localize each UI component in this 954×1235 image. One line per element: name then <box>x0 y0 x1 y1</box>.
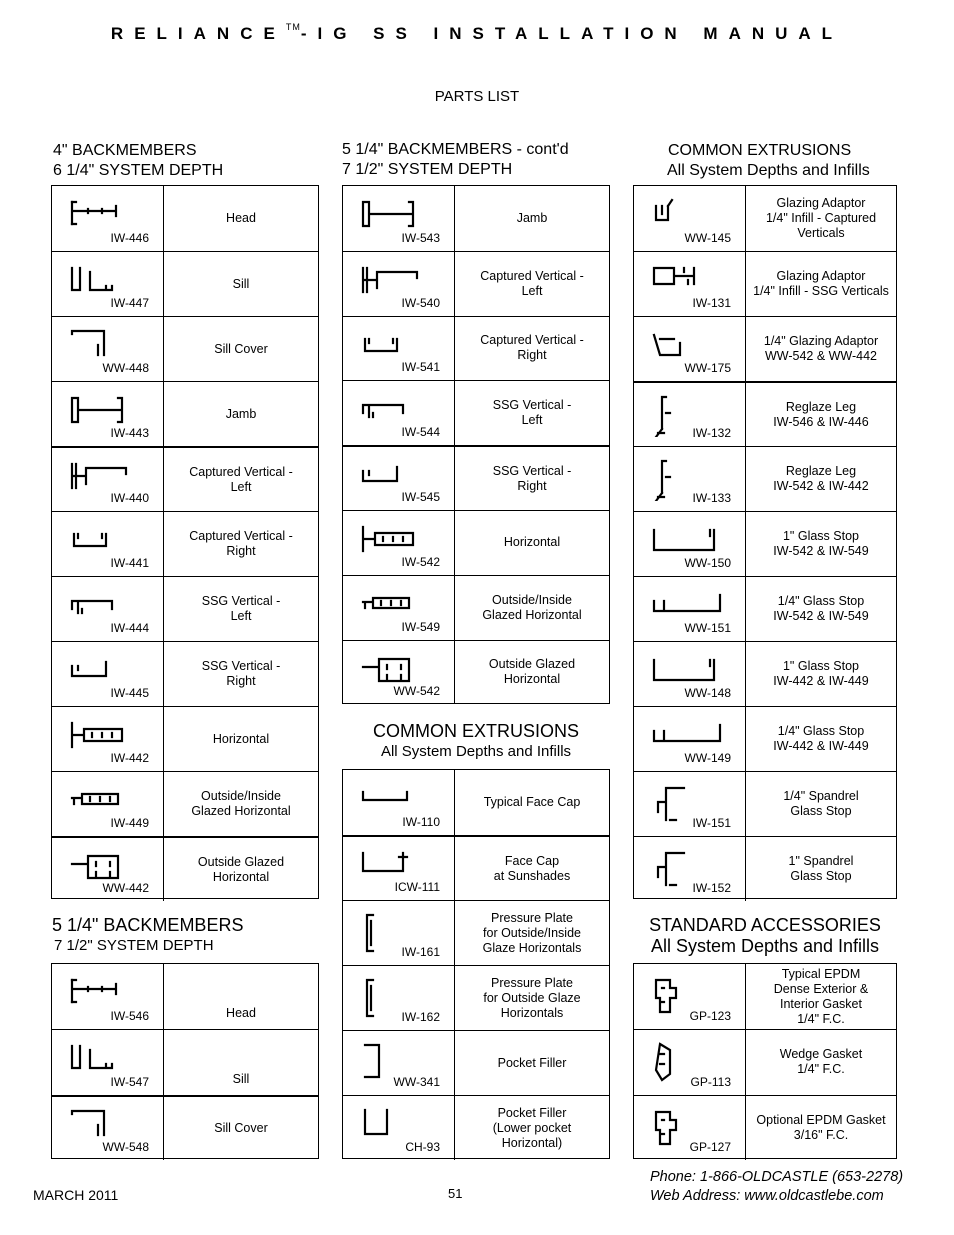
part-row <box>52 576 318 641</box>
part-description: Pocket Filler <box>497 1055 567 1070</box>
part-drawing-cell <box>343 381 455 445</box>
page-number: 51 <box>448 1186 463 1201</box>
parts-table-common-extrusions-2 <box>342 769 610 1159</box>
part-drawing-cell <box>52 707 164 771</box>
manual-title: RELIANCE™-IG SS INSTALLATION MANUAL <box>110 22 844 43</box>
part-description: Face Cap at Sunshades <box>493 853 571 883</box>
part-description: 1/4" Glazing Adaptor WW-542 & WW-442 <box>763 334 879 363</box>
part-row <box>634 706 896 771</box>
part-drawing-cell <box>343 641 455 705</box>
part-row <box>52 1029 318 1094</box>
part-description: Captured Vertical - Left <box>480 268 584 298</box>
part-row <box>634 771 896 836</box>
part-description: Outside/Inside Glazed Horizontal <box>191 789 291 818</box>
parts-table-5in-backmembers-head-sill <box>51 963 319 1159</box>
part-row <box>52 706 318 771</box>
part-description: Horizontal <box>212 731 270 746</box>
part-number: IW-446 <box>110 231 149 245</box>
part-row <box>343 316 609 381</box>
part-number: IW-440 <box>110 491 149 505</box>
part-description: Head <box>226 211 256 225</box>
part-number: GP-123 <box>689 1009 731 1024</box>
part-row <box>52 1095 318 1160</box>
section-heading-common-extrusions: COMMON EXTRUSIONS All System Depths and Infills <box>667 142 870 179</box>
part-drawing-cell <box>52 186 164 251</box>
part-row <box>343 1095 609 1160</box>
part-number: IW-545 <box>401 489 440 504</box>
part-number: IW-541 <box>401 360 440 375</box>
part-row <box>634 446 896 511</box>
part-number: WW-341 <box>393 1075 440 1089</box>
part-row <box>634 1095 896 1160</box>
part-description: 1/4" Spandrel Glass Stop <box>783 789 859 818</box>
part-description: Outside Glazed Horizontal <box>197 854 285 884</box>
part-description: Sill <box>232 1071 250 1086</box>
part-drawing-cell <box>52 317 164 381</box>
part-number: GP-113 <box>690 1074 731 1089</box>
part-description: Sill Cover <box>214 1120 268 1135</box>
part-drawing-cell <box>52 448 164 511</box>
part-drawing-cell <box>52 512 164 576</box>
part-description: 1" Glass Stop IW-442 & IW-449 <box>773 659 869 688</box>
part-number: IW-443 <box>110 426 149 440</box>
part-number: IW-447 <box>110 296 149 310</box>
part-drawing-cell <box>634 837 746 901</box>
part-drawing-cell <box>634 1096 746 1160</box>
part-drawing-cell <box>634 772 746 836</box>
part-row <box>52 771 318 836</box>
part-description: Head <box>226 1006 256 1021</box>
part-row <box>52 446 318 511</box>
part-number: WW-145 <box>684 231 731 245</box>
part-number: IW-132 <box>692 426 731 440</box>
part-drawing-cell <box>634 512 746 576</box>
part-number: WW-542 <box>393 684 440 699</box>
part-number: IW-151 <box>692 816 731 830</box>
part-row <box>343 251 609 316</box>
part-number: IW-442 <box>110 751 149 765</box>
part-number: IW-441 <box>110 556 149 570</box>
part-description: Outside/Inside Glazed Horizontal <box>482 592 582 622</box>
part-description: Horizontal <box>503 535 561 550</box>
part-description: Captured Vertical - Right <box>480 333 584 363</box>
part-drawing-cell <box>634 186 746 251</box>
part-row <box>343 900 609 965</box>
part-drawing-cell <box>52 252 164 316</box>
part-drawing-cell <box>343 317 455 381</box>
part-drawing-cell <box>343 1096 455 1160</box>
part-number: IW-445 <box>110 686 149 700</box>
parts-table-4in-backmembers <box>51 185 319 899</box>
part-drawing-cell <box>52 642 164 706</box>
part-number: WW-175 <box>684 361 731 375</box>
part-row <box>634 836 896 901</box>
part-drawing-cell <box>634 383 746 446</box>
part-description: Captured Vertical - Right <box>189 529 293 558</box>
part-row <box>634 641 896 706</box>
part-drawing-cell <box>343 1031 455 1095</box>
part-drawing-cell <box>52 1030 164 1094</box>
part-description: SSG Vertical - Left <box>201 594 281 623</box>
part-drawing-cell <box>634 642 746 706</box>
part-row <box>52 186 318 251</box>
part-number: WW-150 <box>684 556 731 570</box>
footer-date: MARCH 2011 <box>33 1187 119 1203</box>
part-row <box>52 381 318 446</box>
part-number: WW-448 <box>102 361 149 375</box>
part-description: Sill <box>232 276 250 291</box>
part-drawing-cell <box>343 901 455 965</box>
part-row <box>634 964 896 1029</box>
part-drawing-cell <box>343 837 455 900</box>
part-drawing-cell <box>634 1030 746 1094</box>
part-description: Reglaze Leg IW-542 & IW-442 <box>773 464 869 493</box>
part-description: 1/4" Glass Stop IW-442 & IW-449 <box>773 724 869 753</box>
part-row <box>343 965 609 1030</box>
part-drawing-cell <box>343 252 455 316</box>
part-number: IW-549 <box>401 619 440 634</box>
part-description: 1/4" Glass Stop IW-542 & IW-549 <box>773 594 869 623</box>
part-row <box>634 316 896 381</box>
part-description: Pressure Plate for Outside Glaze Horizontals <box>483 975 581 1020</box>
part-row <box>52 641 318 706</box>
part-row <box>343 380 609 445</box>
part-row <box>52 964 318 1029</box>
footer-web: Web Address: www.oldcastlebe.com <box>650 1188 884 1204</box>
part-number: IW-133 <box>692 491 731 505</box>
part-description: Jamb <box>225 406 257 421</box>
part-number: WW-548 <box>102 1139 149 1154</box>
part-drawing-cell <box>343 186 455 251</box>
part-description: Outside Glazed Horizontal <box>488 657 576 687</box>
part-description: 1" Spandrel Glass Stop <box>788 854 854 883</box>
footer-phone: Phone: 1-866-OLDCASTLE (653-2278) <box>650 1169 904 1185</box>
part-drawing-cell <box>52 838 164 901</box>
part-description: 1" Glass Stop IW-542 & IW-549 <box>773 529 869 558</box>
part-number: IW-543 <box>401 230 440 245</box>
part-description: Captured Vertical - Left <box>189 464 293 494</box>
part-number: ICW-111 <box>394 880 440 894</box>
part-description: Glazing Adaptor 1/4" Infill - Captured Verticals <box>765 196 877 240</box>
part-row <box>343 835 609 900</box>
part-row <box>343 575 609 640</box>
part-number: IW-131 <box>692 296 731 310</box>
section-heading-common-extrusions-2: COMMON EXTRUSIONS All System Depths and Infills <box>372 721 579 760</box>
footer-contact <box>650 1168 903 1206</box>
part-drawing-cell <box>634 707 746 771</box>
part-row <box>343 1030 609 1095</box>
part-row <box>343 186 609 251</box>
part-drawing-cell <box>343 511 455 575</box>
part-description: Reglaze Leg IW-546 & IW-446 <box>773 399 869 429</box>
part-number: IW-544 <box>401 425 440 440</box>
part-row <box>52 251 318 316</box>
part-number: IW-161 <box>401 945 440 959</box>
part-description: Glazing Adaptor 1/4" Infill - SSG Verticals <box>753 269 889 298</box>
part-drawing-cell <box>52 577 164 641</box>
part-number: WW-151 <box>684 621 731 635</box>
part-number: IW-110 <box>402 815 440 829</box>
part-drawing-cell <box>52 772 164 836</box>
part-description: Jamb <box>516 210 548 225</box>
part-drawing-cell <box>52 964 164 1029</box>
part-number: CH-93 <box>405 1140 440 1154</box>
part-row <box>52 316 318 381</box>
part-description: SSG Vertical - Left <box>492 398 572 428</box>
part-row <box>634 576 896 641</box>
section-heading-5in-backmembers-contd: 5 1/4" BACKMEMBERS - cont'd 7 1/2" SYSTEM DEPTH <box>342 141 569 178</box>
part-row <box>52 511 318 576</box>
part-row <box>343 510 609 575</box>
part-description: Typical Face Cap <box>483 795 581 809</box>
part-drawing-cell <box>52 1097 164 1160</box>
part-description: SSG Vertical - Right <box>201 659 281 688</box>
part-description: Pressure Plate for Outside/Inside Glaze Horizontals <box>482 910 582 955</box>
part-drawing-cell <box>634 447 746 511</box>
part-description: Sill Cover <box>214 341 268 356</box>
part-description: Typical EPDM Dense Exterior & Interior Gasket 1/4" F.C. <box>773 966 869 1026</box>
part-drawing-cell <box>343 447 455 510</box>
part-description: Optional EPDM Gasket 3/16" F.C. <box>756 1112 886 1142</box>
part-row <box>343 445 609 510</box>
part-row <box>634 511 896 576</box>
part-drawing-cell <box>343 770 455 835</box>
part-row <box>343 770 609 835</box>
part-drawing-cell <box>634 577 746 641</box>
part-number: WW-148 <box>684 686 731 700</box>
section-heading-5in-backmembers: 5 1/4" BACKMEMBERS 7 1/2" SYSTEM DEPTH <box>52 915 244 954</box>
part-number: IW-449 <box>110 816 149 830</box>
part-number: WW-149 <box>684 751 731 765</box>
part-drawing-cell <box>52 382 164 446</box>
part-number: GP-127 <box>689 1139 731 1154</box>
parts-table-standard-accessories <box>633 963 897 1159</box>
part-row <box>343 640 609 705</box>
part-row <box>634 186 896 251</box>
part-description: Pocket Filler (Lower pocket Horizontal) <box>492 1105 572 1150</box>
part-description: SSG Vertical - Right <box>492 463 572 493</box>
part-drawing-cell <box>634 964 746 1029</box>
section-heading-4in-backmembers: 4" BACKMEMBERS 6 1/4" SYSTEM DEPTH <box>53 142 224 179</box>
part-number: IW-547 <box>110 1074 149 1089</box>
part-number: IW-546 <box>110 1009 149 1024</box>
part-row <box>634 251 896 316</box>
part-row <box>52 836 318 901</box>
part-number: IW-444 <box>110 621 149 635</box>
section-heading-standard-accessories: STANDARD ACCESSORIES All System Depths and Infills <box>649 915 881 956</box>
part-number: IW-540 <box>401 295 440 310</box>
parts-table-5in-backmembers <box>342 185 610 704</box>
part-row <box>634 1029 896 1094</box>
part-row <box>634 381 896 446</box>
part-drawing-cell <box>634 317 746 381</box>
parts-table-common-extrusions <box>633 185 897 899</box>
part-number: IW-152 <box>692 881 731 895</box>
part-drawing-cell <box>343 966 455 1030</box>
part-number: IW-542 <box>401 554 440 569</box>
part-number: IW-162 <box>401 1010 440 1024</box>
part-drawing-cell <box>634 252 746 316</box>
part-drawing-cell <box>343 576 455 640</box>
part-description: Wedge Gasket 1/4" F.C. <box>779 1047 863 1077</box>
page-subtitle: PARTS LIST <box>434 88 520 105</box>
part-number: WW-442 <box>102 881 149 895</box>
